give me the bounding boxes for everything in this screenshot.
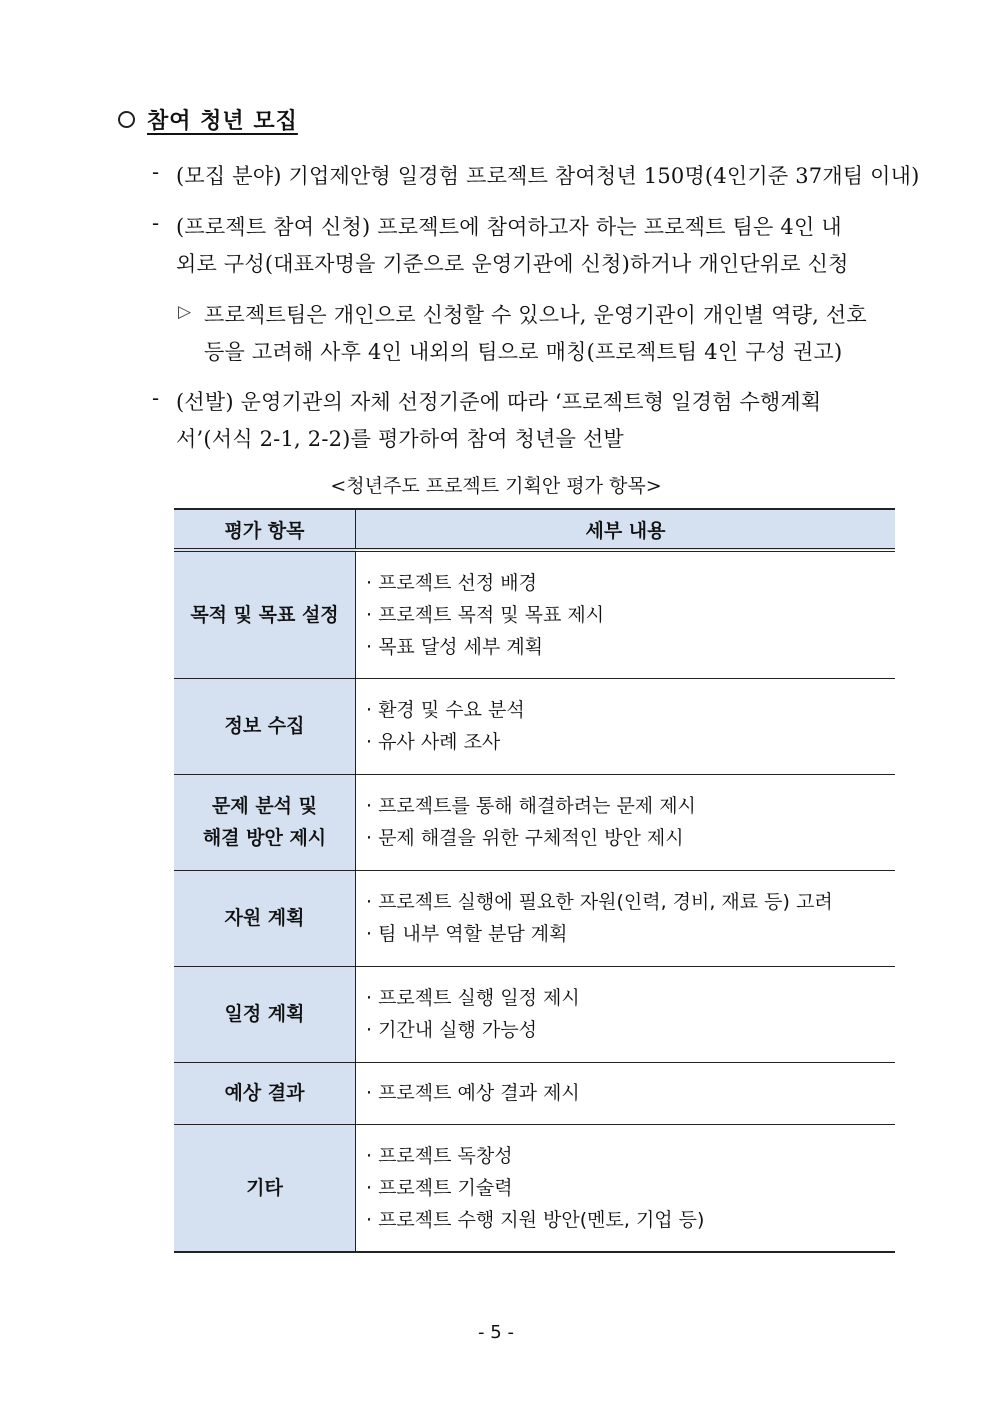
row-details [356,1124,896,1252]
sub-bullet-line-2: 등을 고려해 사후 4인 내외의 팀으로 매칭(프로젝트팀 4인 구성 권고) [204,340,843,364]
bullet-1-line-1: (모집 분야) 기업제안형 일경험 프로젝트 참여청년 150명(4인기준 37개팀 이내) [176,164,920,188]
row-category [174,678,356,774]
detail-item: · 유사 사례 조사 [366,731,501,753]
table-row [174,1124,895,1252]
category-text: 해결 방안 제시 [202,827,327,849]
table-caption: <청년주도 프로젝트 기획안 평가 항목> [330,475,662,497]
table-row [174,1062,895,1124]
category-text: 자원 계획 [224,907,305,929]
detail-item: · 문제 해결을 위한 구체적인 방안 제시 [366,827,684,849]
row-details [356,774,896,870]
table-row [174,774,895,870]
table-row [174,550,895,678]
category-text: 목적 및 목표 설정 [190,603,339,626]
sub-bullet-line-1: 프로젝트팀은 개인으로 신청할 수 있으나, 운영기관이 개인별 역량, 선호 [204,303,867,327]
bullet-2-line-1: (프로젝트 참여 신청) 프로젝트에 참여하고자 하는 프로젝트 팀은 4인 내 [176,215,842,239]
detail-item: · 프로젝트 실행에 필요한 자원(인력, 경비, 재료 등) 고려 [366,891,833,913]
header-category: 평가 항목 [174,509,356,550]
circle-bullet-icon [118,111,135,128]
evaluation-table [174,508,895,1253]
row-category [174,966,356,1062]
row-details [356,1062,896,1124]
detail-item: · 프로젝트 실행 일정 제시 [366,987,580,1009]
detail-item: · 목표 달성 세부 계획 [366,635,544,658]
table-header-row [174,509,895,550]
detail-item: · 프로젝트를 통해 해결하려는 문제 제시 [366,795,696,817]
detail-item: · 환경 및 수요 분석 [366,699,525,721]
row-details [356,550,896,678]
row-details [356,678,896,774]
row-category [174,774,356,870]
dash-bullet-icon: - [152,160,160,184]
table-row [174,678,895,774]
triangle-bullet-icon: ▷ [178,302,192,322]
detail-item: · 기간내 실행 가능성 [366,1019,537,1041]
detail-item: · 프로젝트 기술력 [366,1176,513,1199]
bullet-3-line-1: (선발) 운영기관의 자체 선정기준에 따라 ‘프로젝트형 일경험 수행계획 [176,390,822,414]
dash-bullet-icon: - [152,211,160,235]
bullet-2-line-2: 외로 구성(대표자명을 기준으로 운영기관에 신청)하거나 개인단위로 신청 [176,252,849,276]
header-details: 세부 내용 [356,509,896,550]
detail-item: · 팀 내부 역할 분담 계획 [366,923,568,945]
row-category [174,1124,356,1252]
row-details [356,870,896,966]
bullet-3-line-2: 서’(서식 2-1, 2-2)를 평가하여 참여 청년을 선발 [176,427,624,451]
category-text: 일정 계획 [224,1003,305,1025]
category-text: 문제 분석 및 [212,795,317,817]
section-heading [118,104,298,135]
table-row [174,966,895,1062]
category-text: 기타 [246,1176,283,1199]
dash-bullet-icon: - [152,386,160,410]
row-category [174,870,356,966]
row-category [174,1062,356,1124]
heading-text: 참여 청년 모집 [147,108,298,134]
detail-item: · 프로젝트 수행 지원 방안(멘토, 기업 등) [366,1208,705,1231]
row-category [174,550,356,678]
row-details [356,966,896,1062]
page-number: - 5 - [478,1322,514,1343]
detail-item: · 프로젝트 예상 결과 제시 [366,1082,580,1104]
detail-item: · 프로젝트 독창성 [366,1144,513,1167]
category-text: 예상 결과 [224,1082,305,1104]
detail-item: · 프로젝트 선정 배경 [366,571,537,594]
detail-item: · 프로젝트 목적 및 목표 제시 [366,603,605,626]
table-row [174,870,895,966]
category-text: 정보 수집 [224,715,305,737]
